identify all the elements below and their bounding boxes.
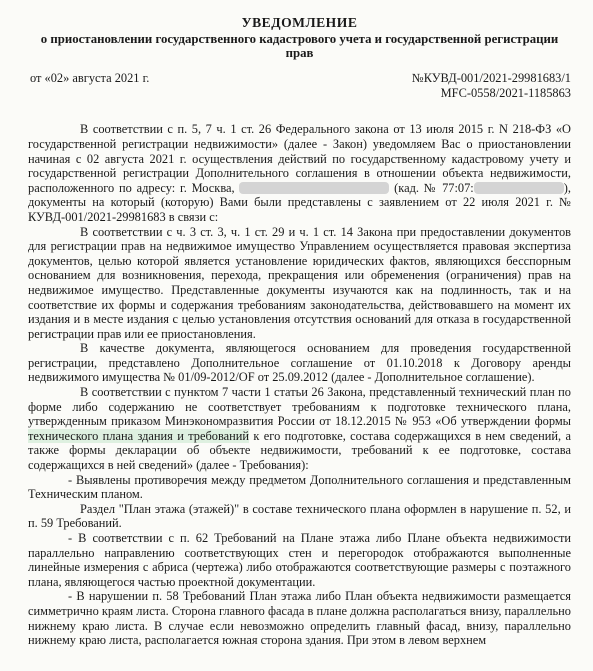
reference-kuvd: №КУВД-001/2021-29981683/1 bbox=[411, 71, 571, 86]
redacted-address bbox=[239, 182, 389, 194]
document-date: от «02» августа 2021 г. bbox=[30, 71, 150, 86]
paragraph-floor-plan-section: Раздел "План этажа (этажей)" в составе технического плана оформлен в нарушение п. 52, и п. 59 Требований. bbox=[28, 501, 571, 531]
document-subtitle: о приостановлении государственного кадастрового учета и государственной регистрации прав bbox=[40, 31, 559, 61]
paragraph-technical-plan-text-b: к его подготовке, состава содержащихся в нем сведений, а также формы декларации об объекте недвижимости, требований к ее подготовке, состава содержащихся в ней сведений» (далее - Требования): bbox=[28, 428, 571, 473]
highlighted-phrase: технического плана здания и требований bbox=[28, 428, 250, 443]
paragraph-legal-expertise: В соответствии с ч. 3 ст. 3, ч. 1 ст. 29 и ч. 1 ст. 14 Закона при предоставлении документов для регистрации прав на недвижимое имущество Управлением осуществляется правовая экспертиза документов, целью которой является установление юридических фактов, являющихся бесспорным основанием для возникновения, перехода, прекращения или обременения (ограничения) прав на недвижимое имущество. Представленные документы изучаются как на подлинность, так и на соответствие их формы и содержания требованиям законодательства, действовавшего на момент их издания и в месте издания с целью установления отсутствия оснований для отказа в государственной регистрации прав или ее приостановления. bbox=[28, 224, 571, 341]
reference-mfc: MFC-0558/2021-1185863 bbox=[440, 85, 571, 100]
paragraph-legal-basis bbox=[28, 122, 571, 224]
document-header-row bbox=[28, 71, 571, 100]
document-body bbox=[28, 122, 571, 647]
document-title: УВЕДОМЛЕНИЕ bbox=[241, 15, 358, 30]
paragraph-requirement-58: - В нарушении п. 58 Требований План этажа либо План объекта недвижимости размещается симметрично краям листа. Сторона главного фасада в плане должна располагаться внизу, параллельно нижнему краю листа. В случае если невозможно определить главный фасад, внизу, параллельно нижнему краю листа, располагается южная сторона здания. При этом в левом верхнем bbox=[28, 589, 571, 648]
paragraph-technical-plan-text-a: В соответствии с пунктом 7 части 1 статьи 26 Закона, представленный технический план по форме либо содержанию не соответствует требованиям к подготовке технического плана, утвержденным приказом Минэкономразвития России от 18.12.2015 № 953 «Об утверждении формы bbox=[28, 385, 571, 429]
paragraph-legal-basis-text-c: ), документы на который (которую) Вами были представлены с заявлением от 22 июля 2021 г. № КУВД-001/2021-29981683 в связи с: bbox=[28, 180, 571, 224]
redacted-cadastral-number bbox=[474, 182, 564, 194]
paragraph-legal-basis-text-a: В соответствии с п. 5, 7 ч. 1 ст. 26 Федерального закона от 13 июля 2015 г. N 218-ФЗ «О государственной регистрации недвижимости» (далее - Закон) уведомляем Вас о приостановлении начиная с 02 августа 2021 г. осуществления действий по государственному кадастровому учету и государственной регистрации Дополнительного соглашения в отношении объекта недвижимости, расположенного по адресу: г. Москва, bbox=[28, 122, 571, 195]
paragraph-requirement-62: - В соответствии с п. 62 Требований на Плане этажа либо Плане объекта недвижимости параллельно направлению соответствующих стен и перегородок отображаются выполненные линейные измерения с абриса (чертежа) либо отображаются соответствующие размеры с поэтажного плана, являющегося частью проектной документации. bbox=[28, 531, 571, 589]
reference-numbers bbox=[412, 71, 571, 100]
paragraph-technical-plan bbox=[28, 385, 571, 473]
paragraph-basis-document: В качестве документа, являющегося основанием для проведения государственной регистрации, представлено Дополнительное соглашение от 01.10.2018 к Договору аренды недвижимого имущества № 01/09-2012/OF от 25.09.2012 (далее - Дополнительное соглашение). bbox=[28, 341, 571, 385]
paragraph-legal-basis-text-b: (кад. № 77:07: bbox=[394, 180, 474, 195]
paragraph-contradictions: - Выявлены противоречия между предметом Дополнительного соглашения и представленным Техническим планом. bbox=[28, 472, 571, 502]
